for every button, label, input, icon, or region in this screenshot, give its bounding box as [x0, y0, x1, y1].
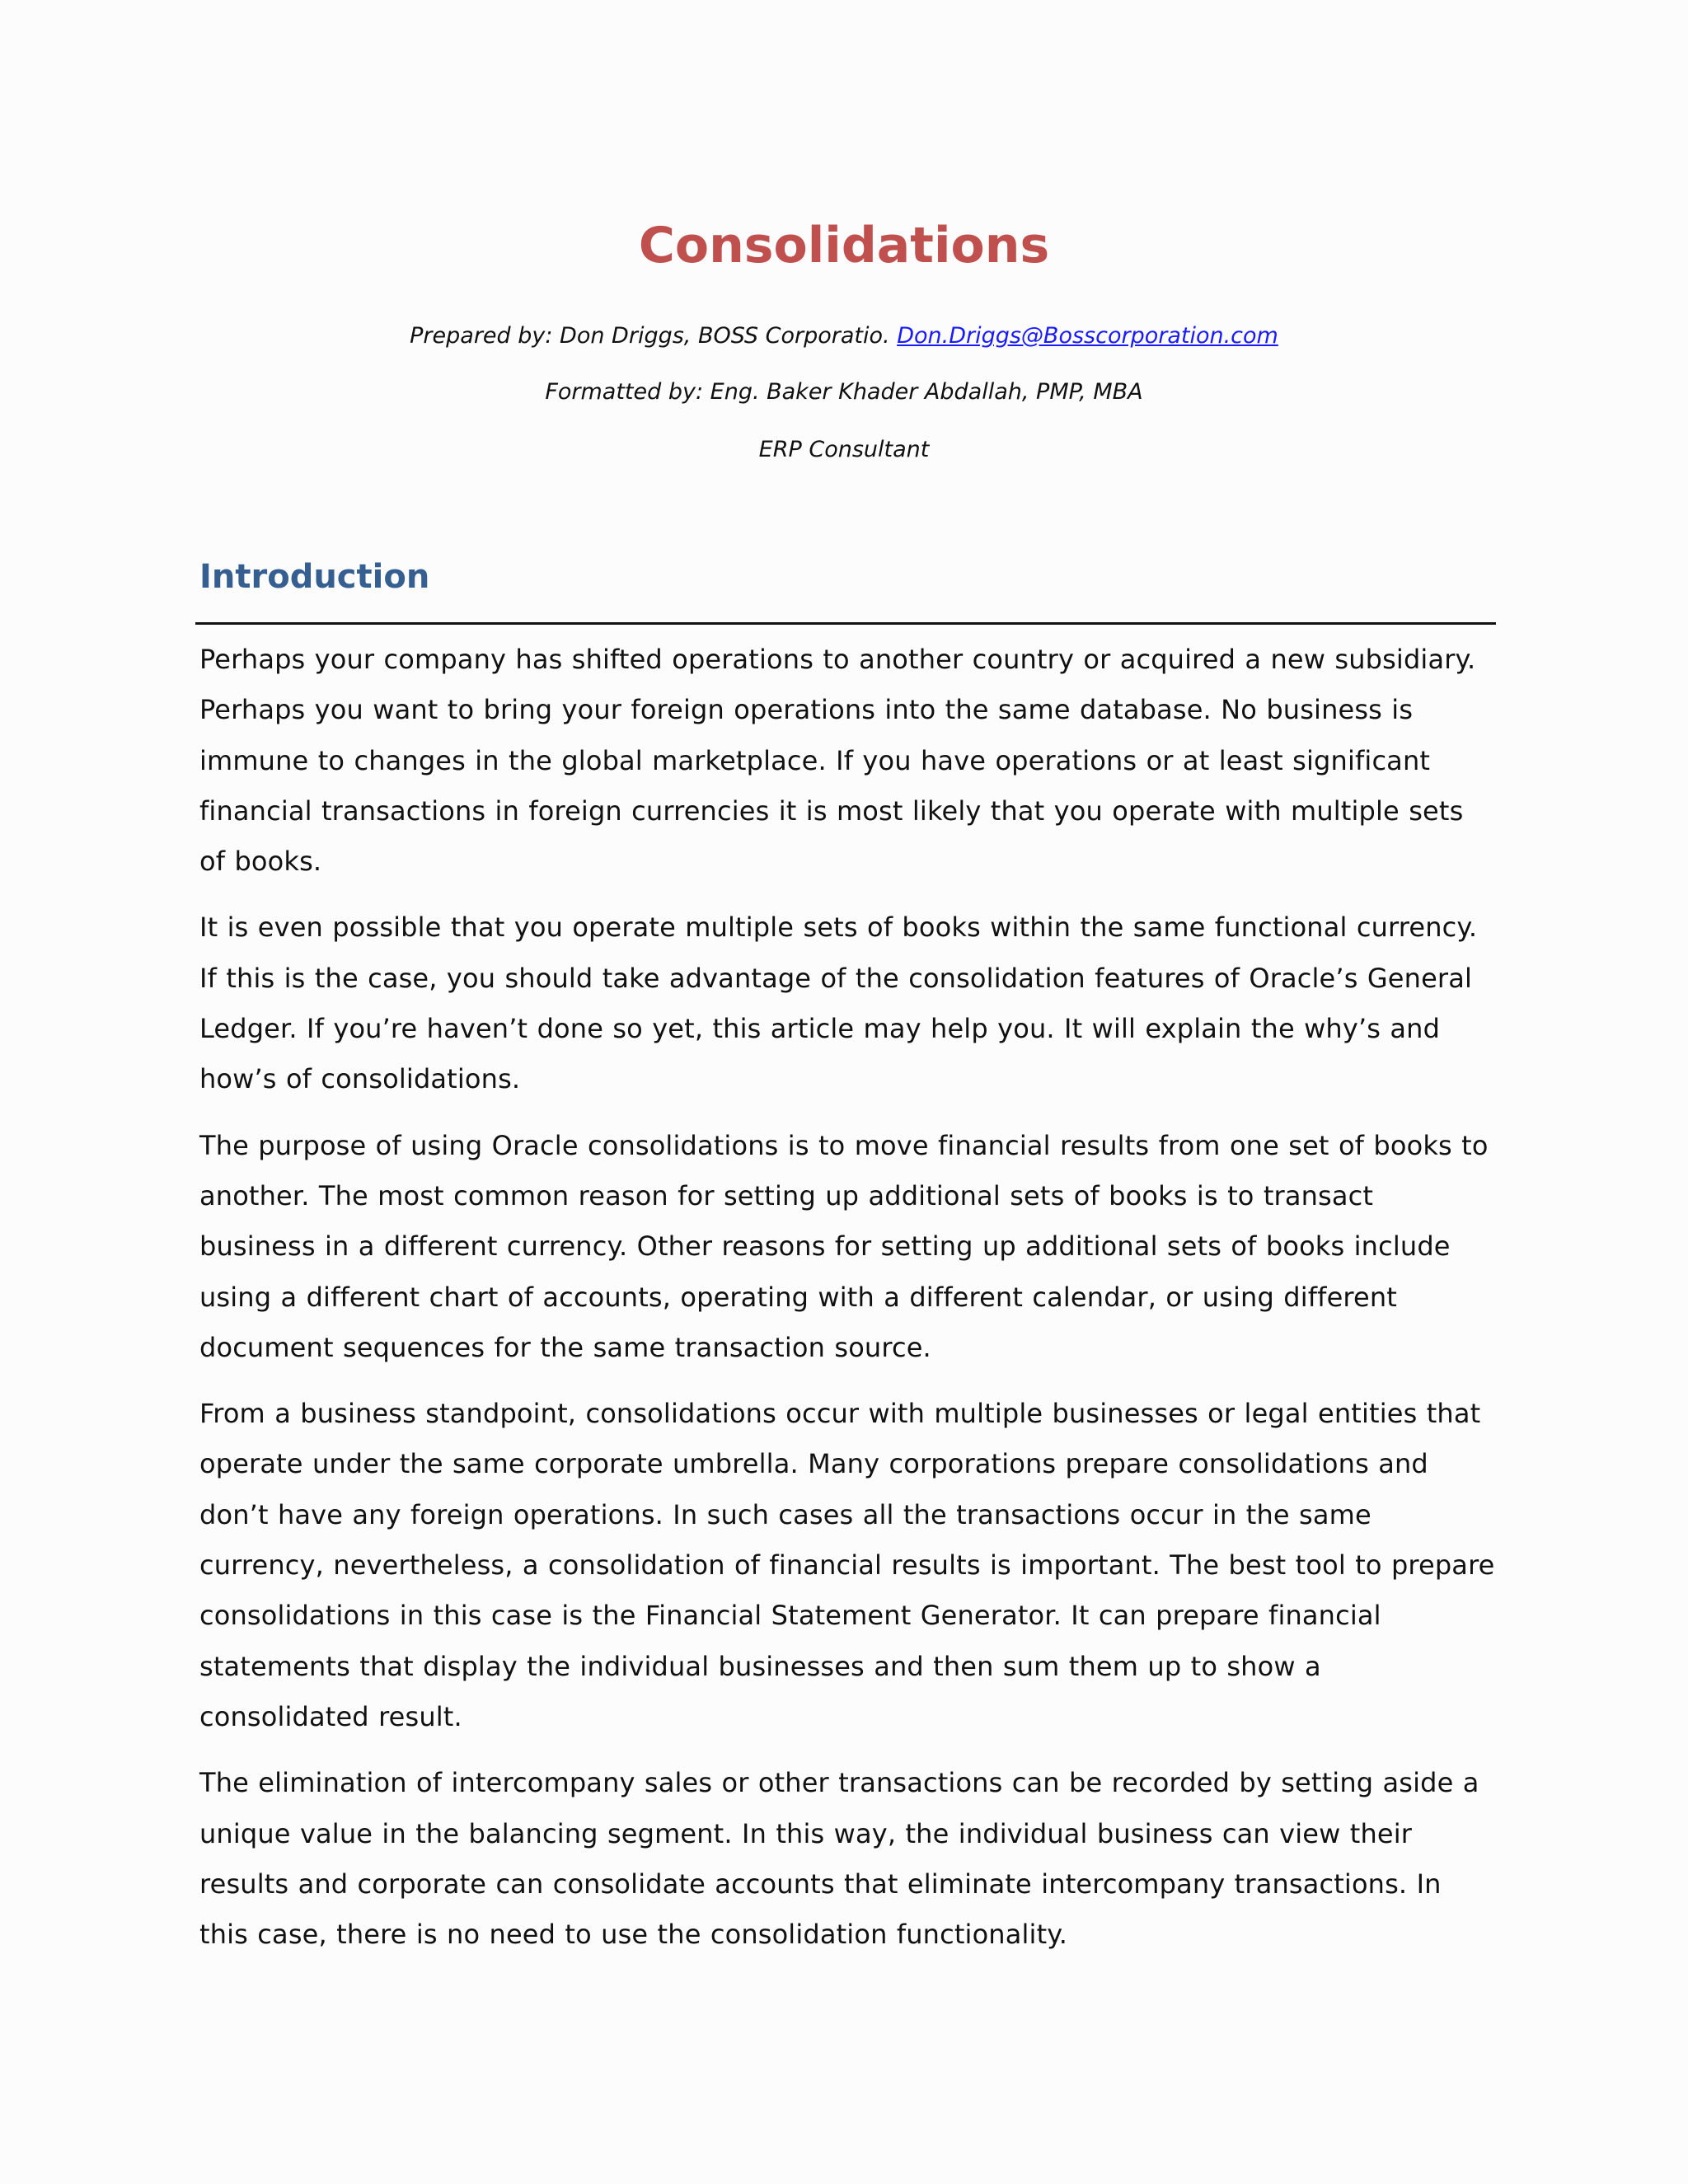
prepared-by-line [0, 320, 1688, 353]
author-email-link[interactable]: Don.Driggs@Bosscorporation.com [897, 323, 1278, 349]
prepared-by-text: Prepared by: Don Driggs, BOSS Corporatio. [410, 323, 890, 349]
body-paragraph-2: It is even possible that you operate multiple sets of books within the same functional currency. If this is the case, you should take advantage of the consolidation features of Oracle’s General Ledger. If you’re haven’t done so yet, this article may help you. It will explain the why’s and how’s of consolidations. [199, 912, 1478, 1095]
section-heading-introduction: Introduction [199, 558, 430, 596]
heading-divider [195, 622, 1496, 625]
document-body [199, 635, 1495, 1975]
body-paragraph-3: The purpose of using Oracle consolidations is to move financial results from one set of books to another. The most common reason for setting up additional sets of books is to transact business in a different currency. Other reasons for setting up additional sets of books include using a different chart of accounts, operating with a different calendar, or using different document sequences for the same transaction source. [199, 1129, 1489, 1363]
document-title: Consolidations [638, 217, 1050, 274]
body-paragraph-1: Perhaps your company has shifted operations to another country or acquired a new subsidiary. Perhaps you want to bring your foreign operations into the same database. No business is immune to changes in the global marketplace. If you have operations or at least significant financial transactions in foreign currencies it is most likely that you operate with multiple sets of books. [199, 644, 1476, 878]
body-paragraph-5: The elimination of intercompany sales or other transactions can be recorded by setting aside a unique value in the balancing segment. In this way, the individual business can view their results and corporate can consolidate accounts that eliminate intercompany transactions. In this case, there is no need to use the consolidation functionality. [199, 1767, 1479, 1951]
consultant-role-line: ERP Consultant [758, 437, 930, 462]
body-paragraph-4: From a business standpoint, consolidations occur with multiple businesses or legal entities that operate under the same corporate umbrella. Many corporations prepare consolidations and don’t have any foreign operations. In such cases all the transactions occur in the same currency, nevertheless, a consolidation of financial results is important. The best tool to prepare consolidations in this case is the Financial Statement Generator. It can prepare financial statements that display the individual businesses and then sum them up to show a consolidated result. [199, 1398, 1495, 1732]
formatted-by-line: Formatted by: Eng. Baker Khader Abdallah, PMP, MBA [545, 379, 1143, 405]
